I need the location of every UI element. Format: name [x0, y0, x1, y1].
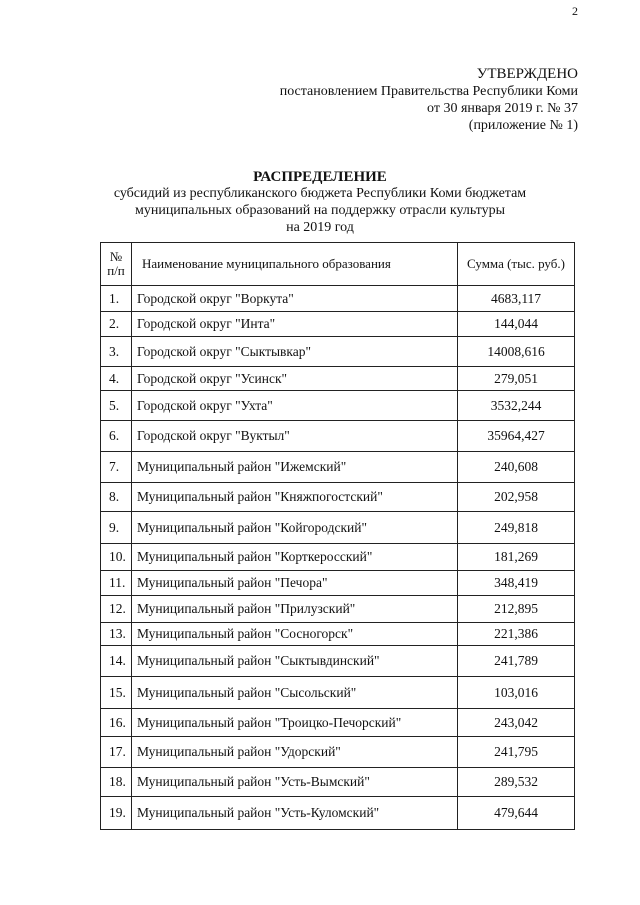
row-number: 18. — [101, 768, 132, 797]
row-sum: 240,608 — [458, 452, 575, 483]
row-number: 7. — [101, 452, 132, 483]
row-name: Муниципальный район "Сыктывдинский" — [132, 646, 458, 677]
table-row — [101, 646, 575, 677]
row-sum: 35964,427 — [458, 421, 575, 452]
table-row — [101, 797, 575, 830]
row-sum: 243,042 — [458, 709, 575, 737]
row-number: 12. — [101, 596, 132, 623]
header-name: Наименование муниципального образования — [132, 243, 458, 286]
row-sum: 4683,117 — [458, 286, 575, 312]
table-row — [101, 452, 575, 483]
row-name: Муниципальный район "Печора" — [132, 571, 458, 596]
row-name: Муниципальный район "Удорский" — [132, 737, 458, 768]
table-row — [101, 544, 575, 571]
row-sum: 103,016 — [458, 677, 575, 709]
distribution-table — [100, 242, 575, 830]
heading-line-1: субсидий из республиканского бюджета Республики Коми бюджетам — [113, 186, 527, 201]
row-name: Городской округ "Сыктывкар" — [132, 337, 458, 367]
approval-title: УТВЕРЖДЕНО — [476, 66, 578, 82]
row-name: Городской округ "Усинск" — [132, 367, 458, 391]
row-sum: 221,386 — [458, 623, 575, 646]
row-number: 2. — [101, 312, 132, 337]
row-number: 19. — [101, 797, 132, 830]
row-sum: 212,895 — [458, 596, 575, 623]
row-sum: 279,051 — [458, 367, 575, 391]
header-sum: Сумма (тыс. руб.) — [458, 243, 575, 286]
row-number: 10. — [101, 544, 132, 571]
row-sum: 348,419 — [458, 571, 575, 596]
table-row — [101, 367, 575, 391]
table-row — [101, 677, 575, 709]
table-row — [101, 312, 575, 337]
row-sum: 241,795 — [458, 737, 575, 768]
row-sum: 241,789 — [458, 646, 575, 677]
table-row — [101, 623, 575, 646]
row-name: Муниципальный район "Усть-Вымский" — [132, 768, 458, 797]
approval-line-3: от 30 января 2019 г. № 37 — [427, 101, 578, 116]
page-number: 2 — [572, 4, 578, 18]
row-sum: 3532,244 — [458, 391, 575, 421]
table-row — [101, 768, 575, 797]
heading-line-2: муниципальных образований на поддержку отрасли культуры — [134, 203, 506, 218]
row-name: Муниципальный район "Прилузский" — [132, 596, 458, 623]
row-number: 6. — [101, 421, 132, 452]
row-number: 4. — [101, 367, 132, 391]
row-name: Городской округ "Инта" — [132, 312, 458, 337]
row-name: Городской округ "Ухта" — [132, 391, 458, 421]
row-number: 5. — [101, 391, 132, 421]
row-number: 13. — [101, 623, 132, 646]
row-number: 3. — [101, 337, 132, 367]
header-number-abbr: п/п — [107, 263, 125, 278]
document-title: РАСПРЕДЕЛЕНИЕ — [253, 169, 387, 185]
row-number: 15. — [101, 677, 132, 709]
row-sum: 14008,616 — [458, 337, 575, 367]
row-name: Муниципальный район "Усть-Куломский" — [132, 797, 458, 830]
row-number: 14. — [101, 646, 132, 677]
table-row — [101, 709, 575, 737]
row-name: Муниципальный район "Корткеросский" — [132, 544, 458, 571]
row-sum: 249,818 — [458, 512, 575, 544]
row-name: Муниципальный район "Княжпогостский" — [132, 483, 458, 512]
row-name: Муниципальный район "Койгородский" — [132, 512, 458, 544]
table-row — [101, 421, 575, 452]
row-sum: 289,532 — [458, 768, 575, 797]
table-row — [101, 286, 575, 312]
row-name: Городской округ "Воркута" — [132, 286, 458, 312]
row-name: Муниципальный район "Троицко-Печорский" — [132, 709, 458, 737]
row-number: 9. — [101, 512, 132, 544]
header-number-sign: № — [109, 249, 123, 264]
row-number: 1. — [101, 286, 132, 312]
approval-line-2: постановлением Правительства Республики Коми — [279, 84, 578, 99]
row-sum: 479,644 — [458, 797, 575, 830]
table-row — [101, 571, 575, 596]
table-body — [101, 286, 575, 830]
table-header-row — [101, 243, 575, 286]
row-sum: 181,269 — [458, 544, 575, 571]
document-heading — [0, 169, 640, 236]
table-row — [101, 737, 575, 768]
row-number: 11. — [101, 571, 132, 596]
row-number: 16. — [101, 709, 132, 737]
heading-line-3: на 2019 год — [286, 220, 354, 235]
table-row — [101, 391, 575, 421]
row-sum: 202,958 — [458, 483, 575, 512]
row-name: Муниципальный район "Сысольский" — [132, 677, 458, 709]
header-number — [101, 243, 132, 286]
row-name: Городской округ "Вуктыл" — [132, 421, 458, 452]
approval-stamp — [280, 66, 578, 134]
table-row — [101, 337, 575, 367]
row-number: 17. — [101, 737, 132, 768]
table-row — [101, 512, 575, 544]
table-row — [101, 483, 575, 512]
row-sum: 144,044 — [458, 312, 575, 337]
table-row — [101, 596, 575, 623]
row-name: Муниципальный район "Ижемский" — [132, 452, 458, 483]
approval-line-4: (приложение № 1) — [468, 118, 578, 133]
row-name: Муниципальный район "Сосногорск" — [132, 623, 458, 646]
row-number: 8. — [101, 483, 132, 512]
